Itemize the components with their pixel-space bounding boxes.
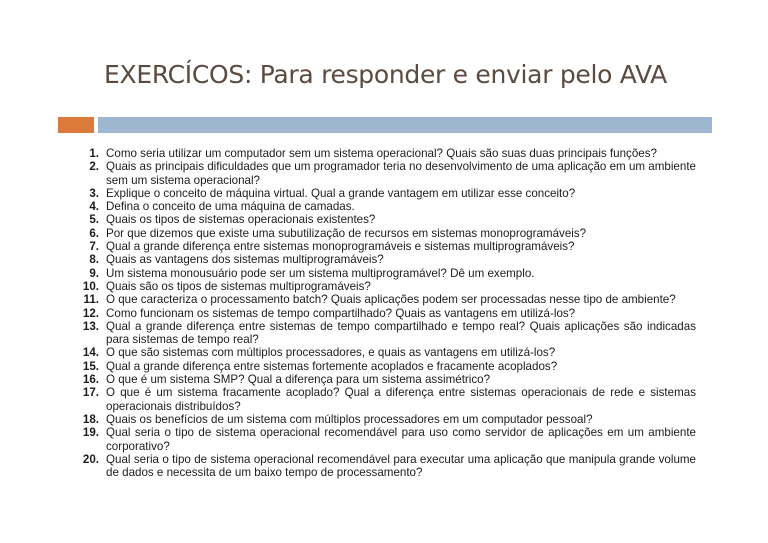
question-item xyxy=(76,426,696,453)
question-item xyxy=(76,227,696,240)
title-accent-bar-blue xyxy=(98,117,712,133)
slide-title: EXERCÍCOS: Para responder e enviar pelo AVA xyxy=(104,60,667,89)
title-accent-bar-orange xyxy=(58,117,94,133)
question-text: O que caracteriza o processamento batch? Quais aplicações podem ser processadas nesse tipo de ambiente? xyxy=(106,293,676,307)
question-item xyxy=(76,413,696,426)
question-number: 10. xyxy=(82,279,99,293)
question-text: Qual a grande diferença entre sistemas fortemente acoplados e fracamente acoplados? xyxy=(106,359,558,373)
question-item xyxy=(76,147,696,160)
question-item xyxy=(76,253,696,266)
question-number: 9. xyxy=(89,266,99,280)
question-item xyxy=(76,373,696,386)
question-item xyxy=(76,240,696,253)
question-text: O que é um sistema SMP? Qual a diferença para um sistema assimétrico? xyxy=(106,373,491,387)
question-text: Como seria utilizar um computador sem um sistema operacional? Quais são suas duas principais funções? xyxy=(106,147,657,160)
question-number: 17. xyxy=(82,386,99,400)
question-text: O que são sistemas com múltiplos processadores, e quais as vantagens em utilizá-los? xyxy=(106,346,556,360)
question-text: Quais são os tipos de sistemas multiprogramáveis? xyxy=(106,279,371,293)
question-text: Quais os tipos de sistemas operacionais existentes? xyxy=(106,213,376,227)
question-text: Explique o conceito de máquina virtual. Qual a grande vantagem em utilizar esse conceito? xyxy=(106,186,576,200)
question-number: 16. xyxy=(82,373,99,387)
question-text: Um sistema monousuário pode ser um sistema multiprogramável? Dê um exemplo. xyxy=(106,266,535,280)
question-number: 4. xyxy=(89,200,99,214)
question-text: Por que dizemos que existe uma subutilização de recursos em sistemas monoprogramáveis? xyxy=(106,226,587,240)
question-number: 15. xyxy=(82,359,99,373)
question-number: 11. xyxy=(83,293,99,307)
question-item xyxy=(76,293,696,306)
question-text: Qual seria o tipo de sistema operacional recomendável para uso como servidor de aplicações em um ambiente corporativo? xyxy=(106,426,696,453)
question-text: Quais as vantagens dos sistemas multiprogramáveis? xyxy=(106,253,384,267)
question-item xyxy=(76,307,696,320)
question-number: 20. xyxy=(82,452,99,466)
question-number: 14. xyxy=(82,346,99,360)
question-text: Como funcionam os sistemas de tempo compartilhado? Quais as vantagens em utilizá-los? xyxy=(106,306,576,320)
question-number: 18. xyxy=(82,412,99,426)
question-number: 5. xyxy=(89,213,99,227)
question-text: Qual a grande diferença entre sistemas de tempo compartilhado e tempo real? Quais aplicações são indicadas para sistemas de tempo real? xyxy=(106,319,696,347)
question-item xyxy=(76,320,696,347)
question-number: 3. xyxy=(89,186,99,200)
question-number: 12. xyxy=(82,306,99,320)
question-number: 8. xyxy=(89,253,99,267)
question-number: 13. xyxy=(82,319,99,333)
question-item xyxy=(76,453,696,480)
question-list xyxy=(76,147,696,479)
question-text: Qual a grande diferença entre sistemas monoprogramáveis e sistemas multiprogramáveis? xyxy=(106,240,575,254)
question-item xyxy=(76,187,696,200)
question-item xyxy=(76,267,696,280)
question-number: 19. xyxy=(82,426,99,440)
question-item xyxy=(76,160,696,187)
question-item xyxy=(76,280,696,293)
question-number: 7. xyxy=(89,240,99,254)
question-item xyxy=(76,200,696,213)
question-text: O que é um sistema fracamente acoplado? Qual a diferença entre sistemas operacionais de rede e sistemas operacionais distribuídos? xyxy=(106,386,696,413)
question-text: Quais as principais dificuldades que um programador teria no desenvolvimento de uma aplicação em um ambiente sem um sistema operacional? xyxy=(106,160,696,187)
question-text: Qual seria o tipo de sistema operacional recomendável para executar uma aplicação que manipula grande volume de dados e necessita de um baixo tempo de processamento? xyxy=(106,452,696,480)
question-number: 6. xyxy=(89,226,99,240)
question-number: 1. xyxy=(89,147,99,160)
question-item xyxy=(76,386,696,413)
question-text: Quais os benefícios de um sistema com múltiplos processadores em um computador pessoal? xyxy=(106,412,593,426)
question-item xyxy=(76,346,696,359)
question-item xyxy=(76,360,696,373)
question-number: 2. xyxy=(89,160,99,174)
question-item xyxy=(76,213,696,226)
question-text: Defina o conceito de uma máquina de camadas. xyxy=(106,200,355,214)
